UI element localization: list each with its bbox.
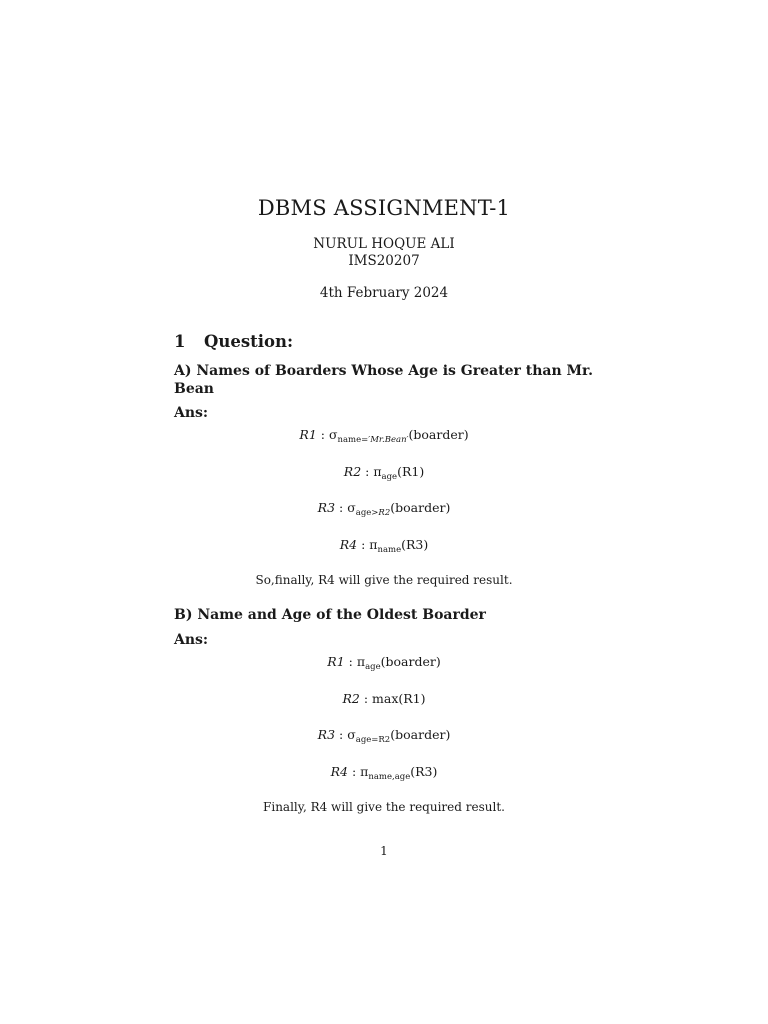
question-a-answer-label: Ans: [174, 405, 209, 421]
equation-b-r3: R3 : $\sigma_{age=R2}(boarder)$ [317, 727, 451, 745]
question-b-conclusion: Finally, R4 will give the required result. [263, 800, 505, 814]
question-a-conclusion: So,finally, R4 will give the required result. [255, 573, 513, 587]
equation-b-r2: R2 : max(R1) [342, 691, 426, 706]
document-date: 4th February 2024 [319, 285, 449, 301]
author-block [0, 236, 768, 270]
section-title: Question: [204, 332, 294, 351]
equation-a-r4: R4 : $\pi_{name}(R3)$ [339, 537, 429, 555]
question-b-answer-label: Ans: [174, 632, 209, 648]
equation-a-r3: R3 : $\sigma_{age>R2}(boarder)$ [317, 500, 451, 518]
equation-a-r1: R1 : $\sigma_{name='Mr.Bean'}(boarder)$ [299, 427, 469, 445]
question-a-heading: A) Names of Boarders Whose Age is Greater than Mr. Bean [174, 363, 593, 397]
equation-a-r2: R2 : $\pi_{age}(R1)$ [343, 464, 425, 482]
page-number: 1 [380, 844, 388, 858]
roll-number: IMS20207 [348, 253, 420, 269]
section-heading [174, 332, 293, 351]
author-name: NURUL HOQUE ALI [313, 236, 455, 252]
question-b-heading: B) Name and Age of the Oldest Boarder [174, 607, 486, 623]
document-title: DBMS ASSIGNMENT-1 [257, 196, 511, 220]
section-number: 1 [174, 332, 186, 351]
equation-b-r4: R4 : $\pi_{name,age}(R3)$ [330, 764, 438, 782]
equation-b-r1: R1 : $\pi_{age}(boarder)$ [327, 654, 441, 672]
